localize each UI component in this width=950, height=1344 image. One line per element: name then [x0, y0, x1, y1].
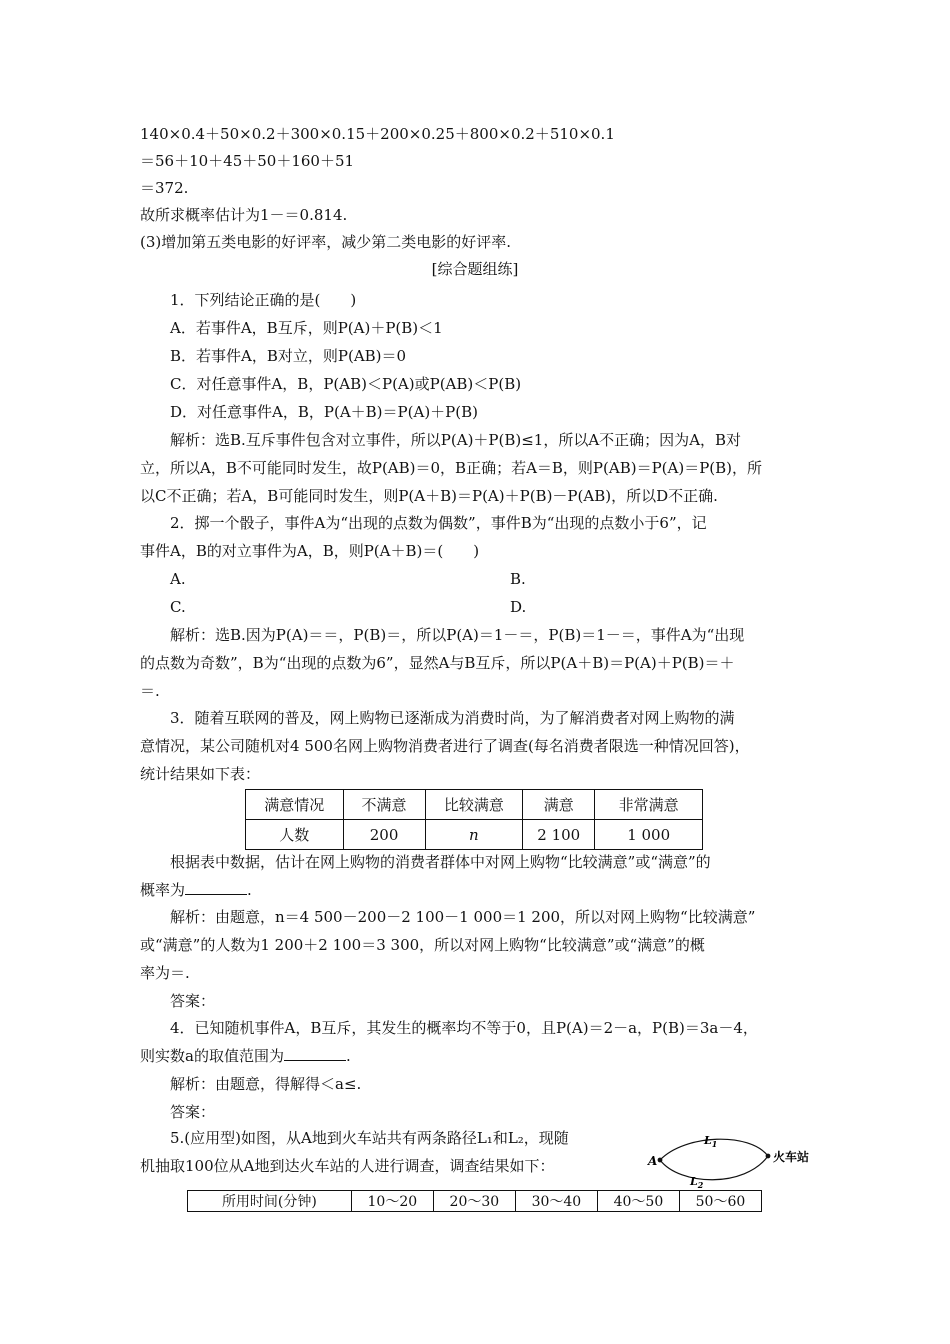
question-4: 4．已知随机事件A，B互斥，其发生的概率均不等于0，且P(A)＝2－a，P(B)＝3a－4，	[170, 1019, 758, 1037]
table-header-cell: 满意	[523, 790, 595, 820]
question-5: 5.(应用型)如图，从A地到火车站共有两条路径L₁和L₂，现随	[170, 1129, 569, 1147]
analysis-3: 或“满意”的人数为1 200＋2 100＝3 300，所以对网上购物“比较满意”或“满意”的概	[140, 936, 705, 954]
table-row	[246, 790, 703, 820]
answer-blank	[284, 1046, 346, 1061]
table-header-cell: 20～30	[433, 1191, 515, 1212]
text-line: 140×0.4＋50×0.2＋300×0.15＋200×0.25＋800×0.2＋510×0.1	[140, 125, 615, 143]
answer-label: 答案：	[170, 992, 216, 1010]
table-row	[246, 820, 703, 850]
option-a: A.	[170, 570, 186, 588]
analysis-1: 立，所以A，B不可能同时发生，故P(AB)＝0，B正确；若A＝B，则P(AB)＝P(A)＝P(B)，所	[140, 459, 763, 477]
table-header-cell: 满意情况	[246, 790, 344, 820]
table-cell: 人数	[246, 820, 344, 850]
text-line: 故所求概率估计为1－＝0.814.	[140, 206, 348, 224]
table-header-cell: 30～40	[515, 1191, 597, 1212]
label-l2: $L_2$	[690, 1175, 704, 1190]
analysis-2: ＝.	[140, 682, 160, 700]
survey-table	[245, 789, 703, 850]
table-cell: 200	[343, 820, 425, 850]
table-cell: 2 100	[523, 820, 595, 850]
question-3: 概率为 .	[140, 881, 252, 899]
text-line: ＝372.	[140, 179, 189, 197]
question-2: 2．掷一个骰子，事件A为“出现的点数为偶数”，事件B为“出现的点数小于6”，记	[170, 514, 707, 532]
analysis-1: 解析：选B.互斥事件包含对立事件，所以P(A)＋P(B)≤1，所以A不正确；因为A，B对	[170, 431, 742, 449]
time-table	[187, 1190, 762, 1212]
option-d: D.	[510, 598, 527, 616]
table-header-cell: 50～60	[679, 1191, 761, 1212]
analysis-4: 解析：由题意，得解得＜a≤.	[170, 1075, 362, 1093]
option-c: C.	[170, 598, 186, 616]
table-header-cell: 所用时间(分钟)	[188, 1191, 352, 1212]
label-a: A	[648, 1154, 658, 1168]
table-header-cell: 不满意	[343, 790, 425, 820]
question-3: 意情况，某公司随机对4 500名网上购物消费者进行了调查(每名消费者限选一种情况回答)，	[140, 737, 750, 755]
table-row	[188, 1191, 762, 1212]
answer-label: 答案：	[170, 1103, 216, 1121]
analysis-2: 解析：选B.因为P(A)＝＝，P(B)＝，所以P(A)＝1－＝，P(B)＝1－＝，事件A为“出现	[170, 626, 745, 644]
label-l1: $L_1$	[704, 1134, 718, 1149]
analysis-3: 率为＝.	[140, 964, 190, 982]
question-1: 1．下列结论正确的是( )	[170, 291, 357, 309]
path-l2	[660, 1156, 768, 1180]
option-b: B．若事件A，B对立，则P(AB)＝0	[170, 347, 407, 365]
question-3: 3．随着互联网的普及，网上购物已逐渐成为消费时尚，为了解消费者对网上购物的满	[170, 709, 735, 727]
question-3: 根据表中数据，估计在网上购物的消费者群体中对网上购物“比较满意”或“满意”的	[170, 853, 711, 871]
table-header-cell: 40～50	[597, 1191, 679, 1212]
text-line: (3)增加第五类电影的好评率，减少第二类电影的好评率.	[140, 233, 512, 251]
question-3: 统计结果如下表：	[140, 765, 261, 783]
label-station: 火车站	[773, 1150, 810, 1164]
question-4: 则实数a的取值范围为 .	[140, 1047, 351, 1065]
table-cell: n	[425, 820, 523, 850]
table-header-cell: 比较满意	[425, 790, 523, 820]
point-station	[766, 1154, 771, 1159]
option-d: D．对任意事件A，B，P(A＋B)＝P(A)＋P(B)	[170, 403, 478, 421]
analysis-1: 以C不正确；若A，B可能同时发生，则P(A＋B)＝P(A)＋P(B)－P(AB)，所以D不正确.	[140, 487, 718, 505]
option-b: B.	[510, 570, 526, 588]
point-a	[658, 1158, 663, 1163]
table-cell: 1 000	[595, 820, 703, 850]
analysis-3: 解析：由题意，n＝4 500－200－2 100－1 000＝1 200，所以对网上购物“比较满意”	[170, 908, 756, 926]
question-5: 机抽取100位从A地到达火车站的人进行调查，调查结果如下：	[140, 1157, 555, 1175]
table-header-cell: 非常满意	[595, 790, 703, 820]
table-header-cell: 10～20	[351, 1191, 433, 1212]
text-line: ＝56＋10＋45＋50＋160＋51	[140, 152, 355, 170]
question-2: 事件A，B的对立事件为A，B，则P(A＋B)＝( )	[140, 542, 480, 560]
section-heading: [综合题组练]	[431, 260, 519, 278]
analysis-2: 的点数为奇数”，B为“出现的点数为6”，显然A与B互斥，所以P(A＋B)＝P(A)＋P(B)＝＋	[140, 654, 735, 672]
route-diagram	[640, 1124, 815, 1192]
option-c: C．对任意事件A，B，P(AB)＜P(A)或P(AB)＜P(B)	[170, 375, 522, 393]
option-a: A．若事件A，B互斥，则P(A)＋P(B)＜1	[170, 319, 443, 337]
answer-blank	[185, 880, 247, 895]
